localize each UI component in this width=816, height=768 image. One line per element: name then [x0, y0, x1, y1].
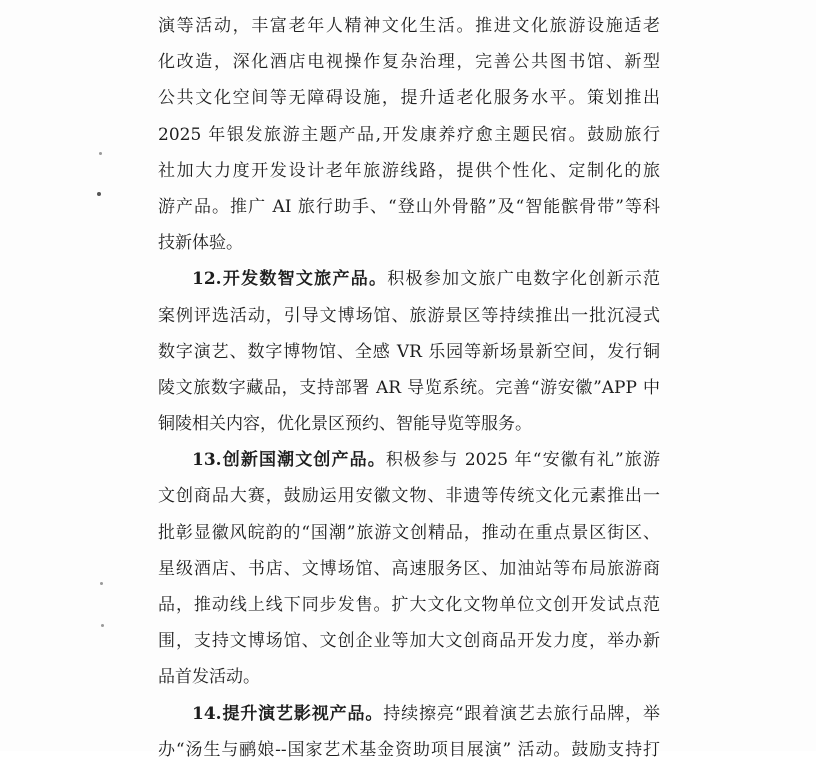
text-line-3: 公共文化空间等无障碍设施，提升适老化服务水平。策划推出	[158, 88, 660, 109]
section-14-heading: 14.提升演艺影视产品。	[192, 703, 384, 724]
document-body	[158, 8, 660, 768]
text-line-7: 技新体验。	[158, 233, 243, 254]
section-13-heading-line: 13.创新国潮文创产品。积极参与 2025 年“安徽有礼”旅游	[192, 450, 660, 471]
text-line-19: 品首发活动。	[158, 667, 260, 688]
section-12-heading: 12.开发数智文旅产品。	[192, 269, 388, 290]
text-line-16: 星级酒店、书店、文博场馆、高速服务区、加油站等布局旅游商	[158, 558, 660, 579]
text-line-9: 案例评选活动，引导文博场馆、旅游景区等持续推出一批沉浸式	[158, 305, 660, 326]
text-line-2: 化改造，深化酒店电视操作复杂治理，完善公共图书馆、新型	[158, 52, 660, 73]
scan-speck	[97, 192, 101, 196]
scan-speck	[100, 582, 103, 585]
section-12-heading-line: 12.开发数智文旅产品。积极参加文旅广电数字化创新示范	[192, 269, 661, 290]
text-line-17: 品，推动线上线下同步发售。扩大文化文物单位文创开发试点范	[158, 595, 660, 615]
text-line-12: 铜陵相关内容，优化景区预约、智能导览等服务。	[158, 414, 532, 435]
section-14-heading-line: 14.提升演艺影视产品。持续擦亮“跟着演艺去旅行品牌，举	[192, 703, 660, 724]
text-line-1: 演等活动，丰富老年人精神文化生活。推进文化旅游设施适老	[158, 16, 660, 36]
text-line-15: 批彰显徽风皖韵的“国潮”旅游文创精品，推动在重点景区街区、	[158, 522, 660, 543]
scan-speck	[99, 152, 102, 155]
text-line-21: 办“汤生与鹂娘--国家艺术基金资助项目展演” 活动。鼓励支持打	[158, 739, 660, 760]
text-line-11: 陵文旅数字藏品，支持部署 AR 导览系统。完善“游安徽”APP 中	[158, 377, 660, 398]
text-line-10: 数字演艺、数字博物馆、全感 VR 乐园等新场景新空间，发行铜	[158, 341, 660, 362]
text-line-14: 文创商品大赛，鼓励运用安徽文物、非遗等传统文化元素推出一	[158, 486, 660, 507]
scan-speck	[101, 624, 104, 627]
text-line-5: 社加大力度开发设计老年旅游线路，提供个性化、定制化的旅	[158, 160, 660, 181]
section-13-heading: 13.创新国潮文创产品。	[192, 450, 386, 471]
text-line-6: 游产品。推广 AI 旅行助手、“登山外骨骼”及“智能髌骨带”等科	[158, 196, 660, 217]
text-line-18: 围，支持文博场馆、文创企业等加大文创商品开发力度，举办新	[158, 631, 660, 652]
text-line-4: 2025 年银发旅游主题产品,开发康养疗愈主题民宿。鼓励旅行	[158, 124, 660, 145]
